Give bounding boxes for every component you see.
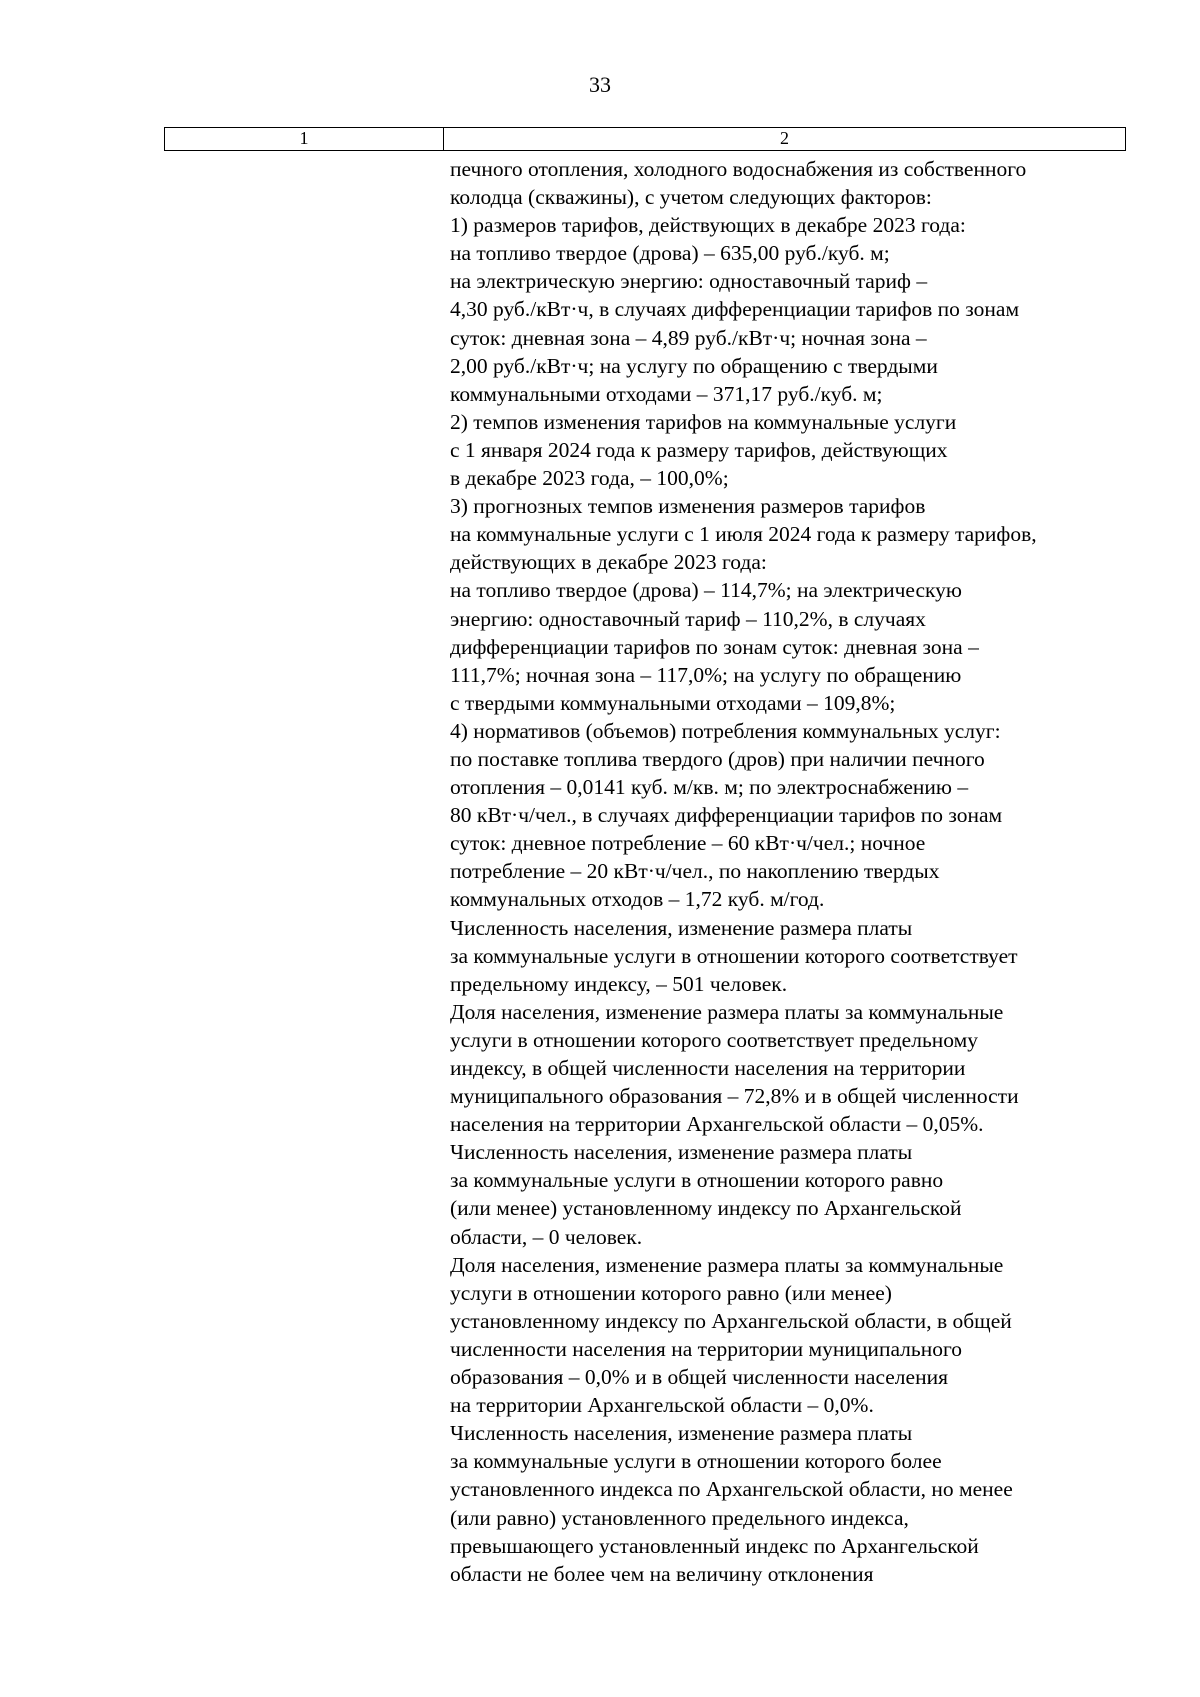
text-line: услуги в отношении которого соответствует предельному (450, 1027, 978, 1052)
text-line: области не более чем на величину отклонения (450, 1561, 874, 1586)
text-line: дифференциации тарифов по зонам суток: дневная зона – (450, 634, 979, 659)
text-line: Численность населения, изменение размера платы (450, 915, 913, 940)
text-line: за коммунальные услуги в отношении которого более (450, 1449, 942, 1474)
text-line: 80 кВт·ч/чел., в случаях дифференциации тарифов по зонам (450, 803, 1003, 828)
text-line: коммунальными отходами – 371,17 руб./куб. м; (450, 381, 883, 406)
text-line: колодца (скважины), с учетом следующих факторов: (450, 185, 932, 210)
text-line: 111,7%; ночная зона – 117,0%; на услугу по обращению (450, 662, 962, 687)
text-line: по поставке топлива твердого (дров) при наличии печного (450, 746, 985, 771)
text-line: численности населения на территории муниципального (450, 1336, 963, 1361)
text-line: (или равно) установленного предельного индекса, (450, 1505, 909, 1530)
table-header-column-2: 2 (780, 128, 789, 148)
text-line: на электрическую энергию: одноставочный тариф – (450, 269, 928, 294)
text-line: индексу, в общей численности населения на территории (450, 1056, 966, 1080)
document-body-text (450, 155, 1140, 1588)
text-line: области, – 0 человек. (450, 1224, 643, 1249)
text-line: отопления – 0,0141 куб. м/кв. м; по электроснабжению – (450, 775, 969, 800)
text-line: на топливо твердое (дрова) – 114,7%; на электрическую (450, 578, 962, 603)
text-line: 4,30 руб./кВт·ч, в случаях дифференциации тарифов по зонам (450, 297, 1020, 322)
text-line: суток: дневное потребление – 60 кВт·ч/чел.; ночное (450, 831, 926, 856)
table-header-column-1: 1 (165, 128, 444, 150)
text-line: суток: дневная зона – 4,89 руб./кВт·ч; ночная зона – (450, 325, 927, 350)
text-line: Численность населения, изменение размера платы (450, 1421, 913, 1446)
text-line: энергию: одноставочный тариф – 110,2%, в случаях (450, 606, 926, 631)
text-line: образования – 0,0% и в общей численности населения (450, 1365, 948, 1390)
text-line: Доля населения, изменение размера платы за коммунальные (450, 1252, 1004, 1277)
text-line: установленному индексу по Архангельской области, в общей (450, 1308, 1012, 1333)
text-line: на топливо твердое (дрова) – 635,00 руб./куб. м; (450, 241, 890, 266)
text-line: населения на территории Архангельской области – 0,05%. (450, 1112, 984, 1137)
text-line: (или менее) установленному индексу по Архангельской (450, 1196, 962, 1221)
text-line: превышающего установленный индекс по Архангельской (450, 1533, 979, 1558)
text-line: с твердыми коммунальными отходами – 109,8%; (450, 690, 896, 715)
text-line: 2) темпов изменения тарифов на коммунальные услуги (450, 409, 957, 434)
text-line: муниципального образования – 72,8% и в общей численности (450, 1084, 1019, 1109)
text-line: установленного индекса по Архангельской области, но менее (450, 1477, 1013, 1502)
text-line: на коммунальные услуги с 1 июля 2024 года к размеру тарифов, (450, 522, 1037, 547)
text-line: 4) нормативов (объемов) потребления коммунальных услуг: (450, 718, 1001, 743)
text-line: услуги в отношении которого равно (или менее) (450, 1280, 892, 1305)
text-line: Доля населения, изменение размера платы за коммунальные (450, 999, 1004, 1024)
text-line: 1) размеров тарифов, действующих в декабре 2023 года: (450, 213, 966, 238)
text-line: печного отопления, холодного водоснабжения из собственного (450, 157, 1027, 181)
text-line: Численность населения, изменение размера платы (450, 1140, 913, 1165)
text-line: за коммунальные услуги в отношении которого соответствует (450, 943, 1018, 968)
table-header-row (164, 127, 1126, 151)
text-line: на территории Архангельской области – 0,0%. (450, 1393, 874, 1418)
text-line: 3) прогнозных темпов изменения размеров тарифов (450, 494, 926, 519)
text-line: в декабре 2023 года, – 100,0%; (450, 466, 729, 491)
page-number: 33 (589, 72, 611, 97)
text-line: коммунальных отходов – 1,72 куб. м/год. (450, 887, 825, 912)
text-line: 2,00 руб./кВт·ч; на услугу по обращению с твердыми (450, 353, 938, 378)
text-line: потребление – 20 кВт·ч/чел., по накоплению твердых (450, 859, 940, 884)
text-line: предельному индексу, – 501 человек. (450, 971, 788, 996)
text-line: за коммунальные услуги в отношении которого равно (450, 1168, 944, 1193)
text-line: действующих в декабре 2023 года: (450, 550, 767, 575)
text-line: с 1 января 2024 года к размеру тарифов, действующих (450, 437, 948, 462)
